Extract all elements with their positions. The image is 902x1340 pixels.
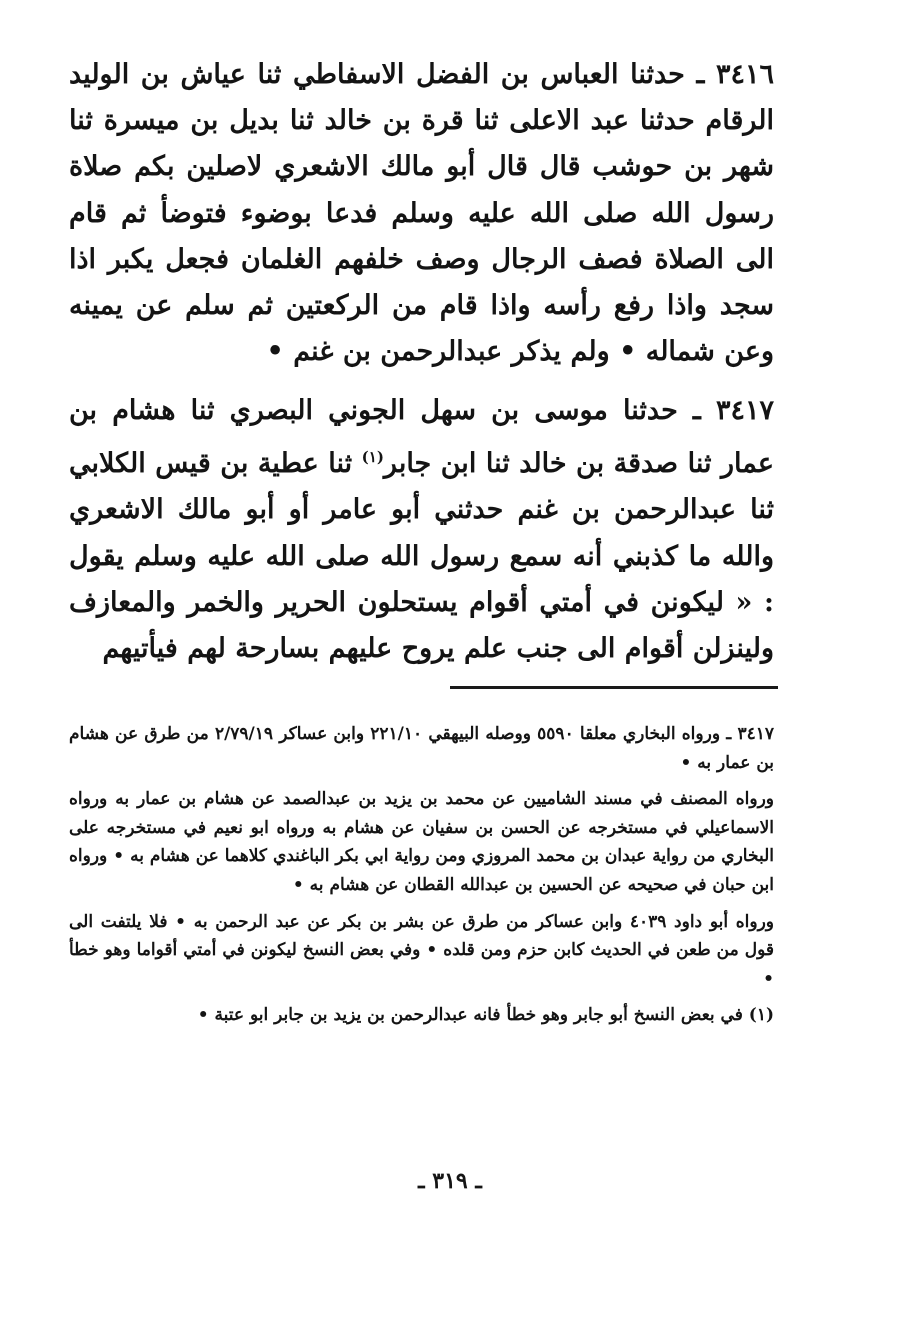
- hadith-dash: ـ: [684, 59, 705, 90]
- hadith-number: ٣٤١٧: [715, 395, 774, 426]
- hadith-text-part2: ثنا عطية بن قيس الكلابي ثنا عبدالرحمن بن غنم حدثني أبو عامر أو أبو مالك الاشعري والله ما كذبني أنه سمع رسول الله صلى الله عليه وسلم يقول : « ليكونن في أمتي أقوام يستحلون الحرير والخمر والمعازف ولينزلن أقوام الى جنب علم يروح عليهم بسارحة لهم فيأتيهم: [69, 448, 774, 665]
- hadith-3417: [69, 388, 774, 672]
- hadith-text: حدثنا العباس بن الفضل الاسفاطي ثنا عياش بن الوليد الرقام حدثنا عبد الاعلى ثنا قرة بن خالد ثنا بديل بن ميسرة ثنا شهر بن حوشب قال قال أبو مالك الاشعري لاصلين بكم صلاة رسول الله صلى الله عليه وسلم فدعا بوضوء فتوضأ ثم قام الى الصلاة فصف الرجال وصف خلفهم الغلمان فجعل يكبر اذا سجد واذا رفع رأسه واذا قام من الركعتين ثم سلم عن يمينه وعن شماله • ولم يذكر عبدالرحمن بن غنم •: [69, 59, 774, 368]
- hadith-text-part1: حدثنا موسى بن سهل الجوني البصري ثنا هشام بن عمار ثنا صدقة بن خالد ثنا ابن جابر: [69, 395, 775, 480]
- footnote-paragraph-4: (١) في بعض النسخ أبو جابر وهو خطأ فانه عبدالرحمن بن يزيد بن جابر ابو عتبة •: [197, 1005, 774, 1026]
- hadith-number: ٣٤١٦: [715, 59, 774, 90]
- page-number: ـ ٣١٩ ـ: [418, 1168, 482, 1194]
- footnote-paragraph-1: ٣٤١٧ ـ ورواه البخاري معلقا ٥٥٩٠ ووصله البيهقي ٢٢١/١٠ وابن عساكر ٢/٧٩/١٩ من طرق عن هشام بن عمار به •: [69, 724, 774, 773]
- footnote-reference: (١): [361, 448, 384, 467]
- hadith-dash: ـ: [677, 395, 701, 426]
- hadith-3416: [69, 52, 774, 375]
- footnote-paragraph-3: ورواه أبو داود ٤٠٣٩ وابن عساكر من طرق عن بشر بن بكر عن عبد الرحمن به • فلا يلتفت الى قول من طعن في الحديث كابن حزم ومن قلده • وفي بعض النسخ ليكونن في أمتي أقواما وهو خطأ •: [69, 911, 774, 989]
- footnote-separator: [450, 686, 778, 689]
- footnotes: [69, 720, 774, 1038]
- footnote-paragraph-2: ورواه المصنف في مسند الشاميين عن محمد بن يزيد بن عبدالصمد عن هشام بن عمار به ورواه الاسماعيلي في مستخرجه عن الحسن بن سفيان عن هشام به ورواه ابو نعيم في مستخرجه على البخاري من رواية عبدان بن محمد المروزي ومن رواية ابي بكر الباغندي كلاهما عن هشام به • ورواه ابن حبان في صحيحه عن الحسين بن عبدالله القطان عن هشام به •: [69, 789, 774, 895]
